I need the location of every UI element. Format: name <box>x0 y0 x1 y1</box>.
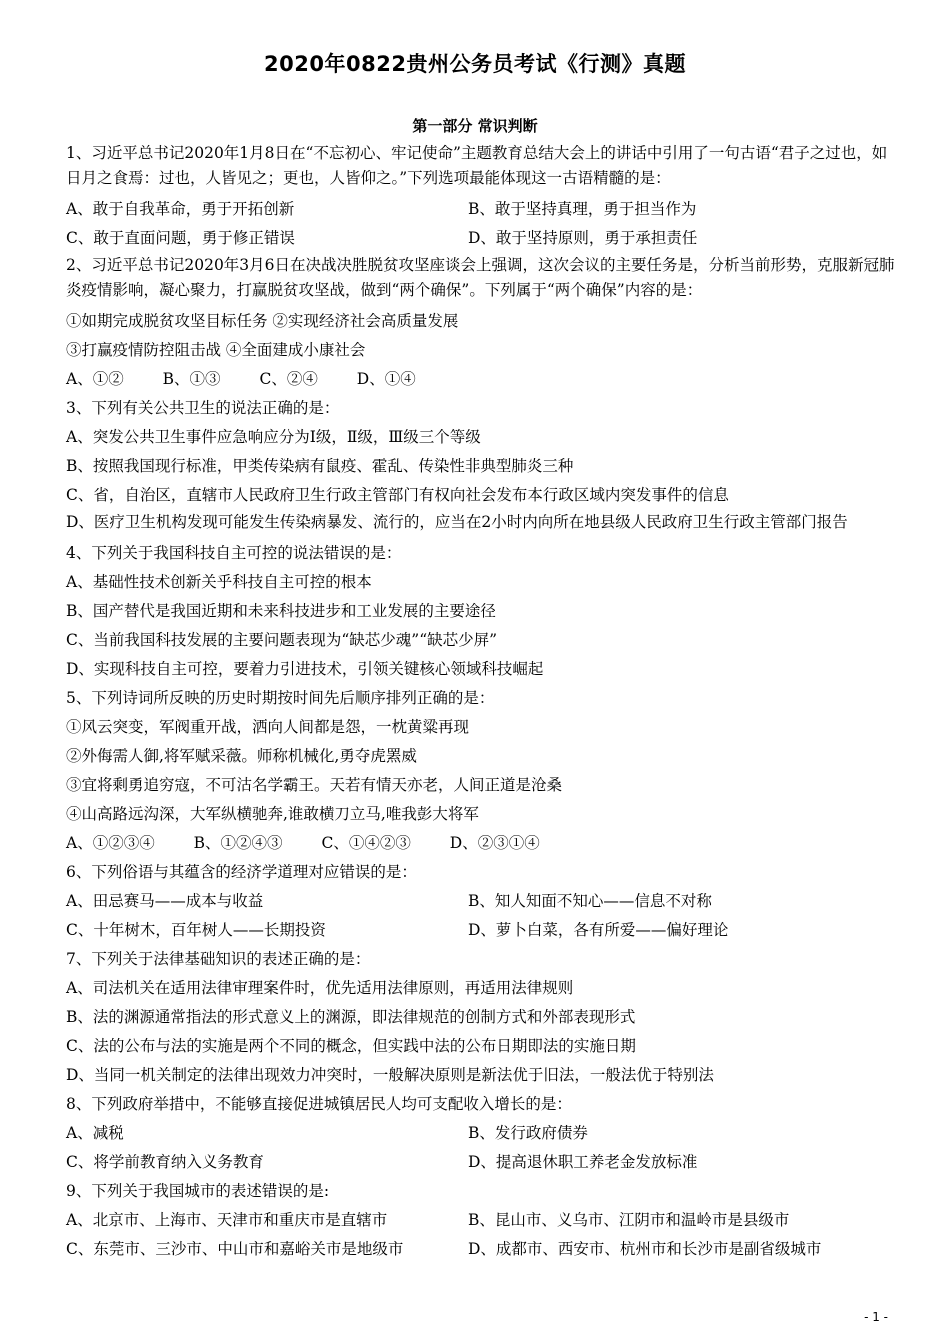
question-5-stem: 5、下列诗词所反映的历史时期按时间先后顺序排列正确的是： <box>66 689 495 707</box>
question-7-option-b: B、法的渊源通常指法的形式意义上的渊源，即法律规范的创制方式和外部表现形式 <box>66 1008 636 1026</box>
question-5-option-c: C、①④②③ <box>321 834 411 852</box>
question-5-item-4: ④山高路远沟深，大军纵横驰奔,谁敢横刀立马,唯我彭大将军 <box>66 805 479 823</box>
question-1-options-row-2 <box>66 224 896 253</box>
question-5-item-2: ②外侮需人御,将军赋采薇。师称机械化,勇夺虎罴威 <box>66 747 417 765</box>
question-6-option-b: B、知人知面不知心——信息不对称 <box>468 892 712 910</box>
question-2-option-d: D、①④ <box>356 370 416 388</box>
question-8-options-row-1 <box>66 1119 896 1148</box>
question-5-item-1: ①风云突变，军阀重开战，洒向人间都是怨，一枕黄粱再现 <box>66 718 470 736</box>
question-1-option-b: B、敢于坚持真理，勇于担当作为 <box>468 200 697 218</box>
question-2-option-a: A、①② <box>66 370 124 388</box>
question-5-option-d: D、②③①④ <box>449 834 540 852</box>
question-8-option-b: B、发行政府债券 <box>468 1124 588 1142</box>
question-8-option-c: C、将学前教育纳入义务教育 <box>66 1153 264 1171</box>
question-2-items-3-4: ③打赢疫情防控阻击战 ④全面建成小康社会 <box>66 341 366 359</box>
question-3-option-a: A、突发公共卫生事件应急响应分为Ⅰ级，Ⅱ级，Ⅲ级三个等级 <box>66 428 481 446</box>
question-3-option-c: C、省，自治区，直辖市人民政府卫生行政主管部门有权向社会发布本行政区域内突发事件的信息 <box>66 486 729 504</box>
question-6-stem: 6、下列俗语与其蕴含的经济学道理对应错误的是： <box>66 863 417 881</box>
question-8-options-row-2 <box>66 1148 896 1177</box>
page-number: - 1 - <box>864 1310 888 1324</box>
question-3-option-d: D、医疗卫生机构发现可能发生传染病暴发、流行的，应当在2小时内向所在地县级人民政府卫生行政主管部门报告 <box>66 513 848 531</box>
question-6-option-c: C、十年树木，百年树人——长期投资 <box>66 921 326 939</box>
question-2-option-b: B、①③ <box>162 370 221 388</box>
question-4-option-d: D、实现科技自主可控，要着力引进技术，引领关键核心领域科技崛起 <box>66 660 544 678</box>
question-8-option-a: A、减税 <box>66 1124 124 1142</box>
section-heading: 第一部分 常识判断 <box>412 117 538 135</box>
question-5-options <box>66 829 896 858</box>
question-9-options-row-1 <box>66 1206 896 1235</box>
question-3-option-b: B、按照我国现行标准，甲类传染病有鼠疫、霍乱、传染性非典型肺炎三种 <box>66 457 574 475</box>
question-3-stem: 3、下列有关公共卫生的说法正确的是： <box>66 399 340 417</box>
question-2-option-c: C、②④ <box>259 370 318 388</box>
question-4-option-a: A、基础性技术创新关乎科技自主可控的根本 <box>66 573 372 591</box>
question-2-options <box>66 365 896 394</box>
question-6-options-row-1 <box>66 887 896 916</box>
question-1-option-c: C、敢于直面问题，勇于修正错误 <box>66 229 295 247</box>
question-7-option-d: D、当同一机关制定的法律出现效力冲突时，一般解决原则是新法优于旧法，一般法优于特别法 <box>66 1066 714 1084</box>
question-7-stem: 7、下列关于法律基础知识的表述正确的是： <box>66 950 371 968</box>
question-1-options-row-1 <box>66 195 896 224</box>
question-1-option-d: D、敢于坚持原则，勇于承担责任 <box>468 229 698 247</box>
question-9-options-row-2 <box>66 1235 896 1264</box>
question-6-option-d: D、萝卜白菜，各有所爱——偏好理论 <box>468 921 729 939</box>
question-7-option-a: A、司法机关在适用法律审理案件时，优先适用法律原则，再适用法律规则 <box>66 979 574 997</box>
question-4-option-b: B、国产替代是我国近期和未来科技进步和工业发展的主要途径 <box>66 602 496 620</box>
question-1-stem: 1、习近平总书记2020年1月8日在“不忘初心、牢记使命”主题教育总结大会上的讲话中引用了一句古语“君子之过也，如日月之食焉：过也，人皆见之；更也，人皆仰之。”下列选项最能体现这一古语精髓的是： <box>66 144 888 187</box>
question-1-option-a: A、敢于自我革命，勇于开拓创新 <box>66 200 295 218</box>
question-4-stem: 4、下列关于我国科技自主可控的说法错误的是： <box>66 544 402 562</box>
question-5-option-b: B、①②④③ <box>193 834 283 852</box>
question-6-options-row-2 <box>66 916 896 945</box>
question-8-stem: 8、下列政府举措中，不能够直接促进城镇居民人均可支配收入增长的是： <box>66 1095 572 1113</box>
question-7-option-c: C、法的公布与法的实施是两个不同的概念，但实践中法的公布日期即法的实施日期 <box>66 1037 636 1055</box>
document-title: 2020年0822贵州公务员考试《行测》真题 <box>264 52 686 76</box>
question-9-option-c: C、东莞市、三沙市、中山市和嘉峪关市是地级市 <box>66 1240 404 1258</box>
question-5-option-a: A、①②③④ <box>66 834 155 852</box>
question-2-items-1-2: ①如期完成脱贫攻坚目标任务 ②实现经济社会高质量发展 <box>66 312 459 330</box>
question-9-option-b: B、昆山市、义乌市、江阴市和温岭市是县级市 <box>468 1211 790 1229</box>
question-8-option-d: D、提高退休职工养老金发放标准 <box>468 1153 698 1171</box>
question-5-item-3: ③宜将剩勇追穷寇，不可沽名学霸王。天若有情天亦老，人间正道是沧桑 <box>66 776 563 794</box>
question-6-option-a: A、田忌赛马——成本与收益 <box>66 892 264 910</box>
question-list <box>66 141 896 1264</box>
question-9-option-d: D、成都市、西安市、杭州市和长沙市是副省级城市 <box>468 1240 822 1258</box>
question-9-stem: 9、下列关于我国城市的表述错误的是: <box>66 1182 330 1200</box>
question-4-option-c: C、当前我国科技发展的主要问题表现为“缺芯少魂”“缺芯少屏” <box>66 631 498 649</box>
question-9-option-a: A、北京市、上海市、天津市和重庆市是直辖市 <box>66 1211 388 1229</box>
question-2-stem: 2、习近平总书记2020年3月6日在决战决胜脱贫攻坚座谈会上强调，这次会议的主要任务是，分析当前形势，克服新冠肺炎疫情影响，凝心聚力，打赢脱贫攻坚战，做到“两个确保”。下列属于“两个确保”内容的是： <box>66 256 895 299</box>
